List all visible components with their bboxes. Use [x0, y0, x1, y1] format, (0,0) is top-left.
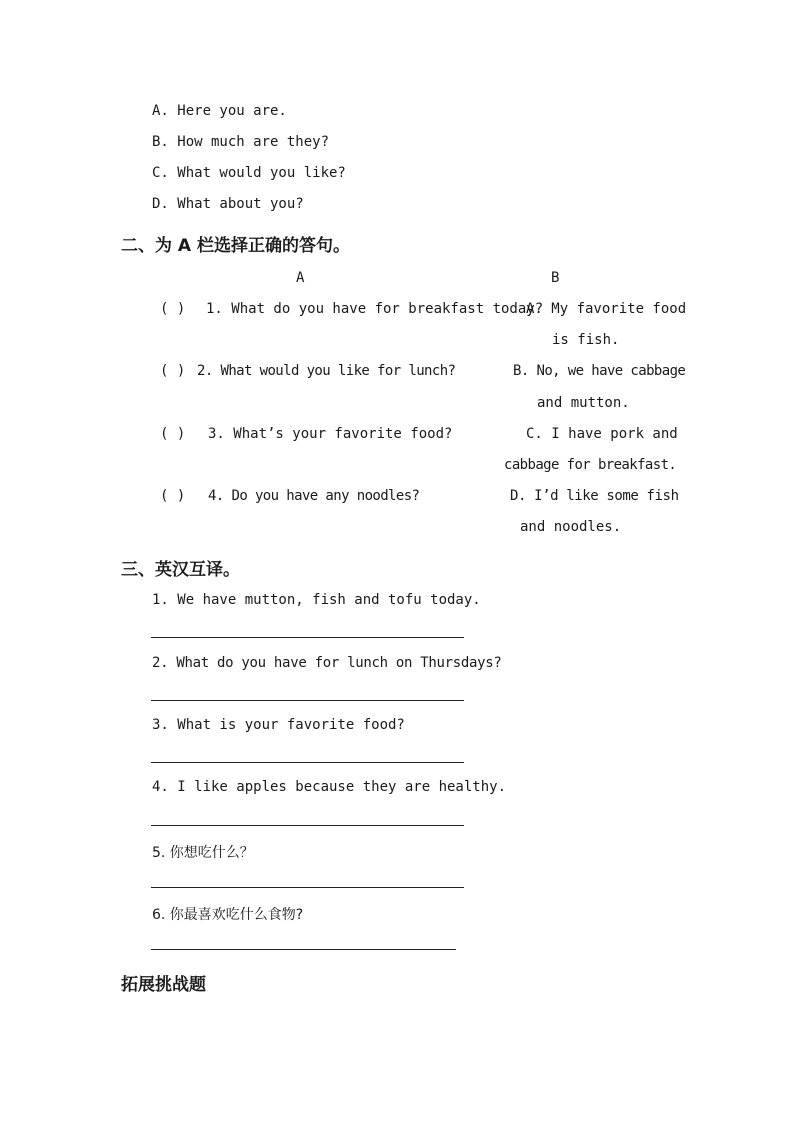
matching-answer: D. I’d like some fish — [510, 488, 679, 504]
translation-item-2: 2. What do you have for lunch on Thursdays? — [152, 655, 502, 671]
translation-item-4: 4. I like apples because they are healthy. — [152, 779, 507, 795]
matching-question: 4. Do you have any noodles? — [208, 488, 420, 504]
matching-answer: C. I have pork and — [526, 426, 678, 442]
matching-answer-cont: and mutton. — [537, 395, 630, 411]
section4-heading: 拓展挑战题 — [121, 975, 206, 995]
option-c: C. What would you like? — [152, 165, 346, 181]
answer-line-1[interactable] — [151, 637, 464, 638]
option-a: A. Here you are. — [152, 103, 287, 119]
translation-item-1: 1. We have mutton, fish and tofu today. — [152, 592, 481, 608]
matching-question: 3. What’s your favorite food? — [208, 426, 453, 442]
matching-answer: B. No, we have cabbage — [513, 363, 686, 379]
matching-question: 1. What do you have for breakfast today? — [206, 301, 544, 317]
translation-item-6: 6. 你最喜欢吃什么食物? — [152, 907, 304, 923]
column-a-label: A — [296, 270, 305, 286]
matching-answer-cont: cabbage for breakfast. — [504, 457, 677, 473]
option-d: D. What about you? — [152, 196, 304, 212]
answer-line-6[interactable] — [151, 949, 456, 950]
matching-answer-cont: is fish. — [552, 332, 620, 348]
answer-line-4[interactable] — [151, 825, 464, 826]
answer-bracket[interactable]: ( ) — [160, 301, 186, 317]
answer-bracket[interactable]: ( ) — [160, 363, 186, 379]
matching-answer-cont: and noodles. — [520, 519, 622, 535]
answer-bracket[interactable]: ( ) — [160, 488, 186, 504]
option-b: B. How much are they? — [152, 134, 330, 150]
column-b-label: B — [551, 270, 560, 286]
answer-line-3[interactable] — [151, 762, 464, 763]
section2-heading: 二、为 A 栏选择正确的答句。 — [121, 236, 350, 256]
matching-question: 2. What would you like for lunch? — [197, 363, 456, 379]
section3-heading: 三、英汉互译。 — [121, 560, 240, 580]
answer-line-5[interactable] — [151, 887, 464, 888]
answer-line-2[interactable] — [151, 700, 464, 701]
matching-answer: A. My favorite food — [526, 301, 687, 317]
translation-item-3: 3. What is your favorite food? — [152, 717, 405, 733]
translation-item-5: 5. 你想吃什么？ — [152, 845, 254, 861]
answer-bracket[interactable]: ( ) — [160, 426, 186, 442]
